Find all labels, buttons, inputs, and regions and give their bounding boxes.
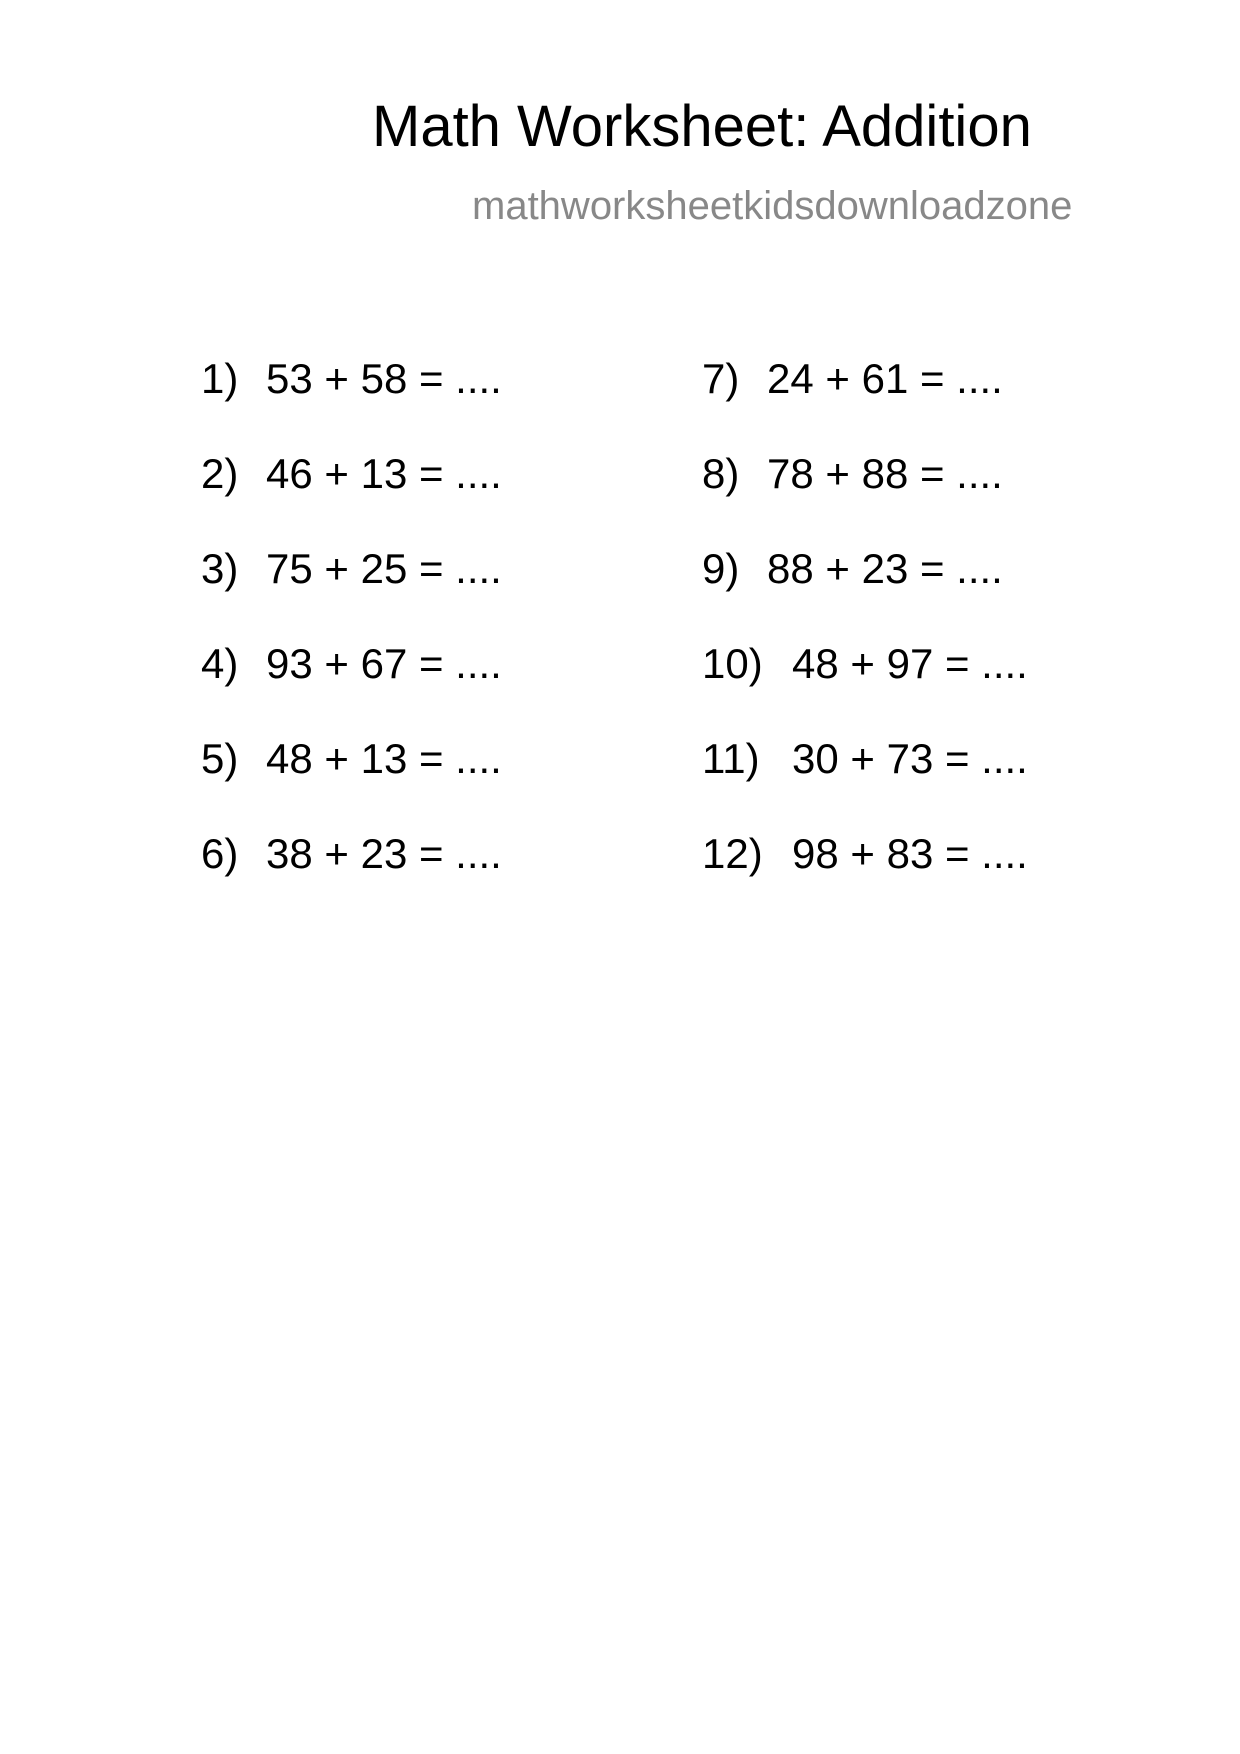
problem-number: 4) bbox=[201, 640, 239, 687]
problem-expression: 53 + 58 = .... bbox=[266, 355, 502, 402]
problem-number: 1) bbox=[201, 355, 239, 402]
problem-4 bbox=[201, 640, 502, 687]
problem-expression: 24 + 61 = .... bbox=[767, 355, 1003, 402]
problem-number: 5) bbox=[201, 735, 239, 782]
problem-expression: 93 + 67 = .... bbox=[266, 640, 502, 687]
problem-expression: 78 + 88 = .... bbox=[767, 450, 1003, 497]
problem-5 bbox=[201, 735, 502, 782]
problem-12 bbox=[702, 830, 1028, 877]
site-watermark: mathworksheetkidsdownloadzone bbox=[472, 184, 1073, 228]
problem-number: 6) bbox=[201, 830, 239, 877]
problem-7 bbox=[702, 355, 1003, 402]
problem-expression: 75 + 25 = .... bbox=[266, 545, 502, 592]
problem-number: 7) bbox=[702, 355, 740, 402]
problem-expression: 30 + 73 = .... bbox=[792, 735, 1028, 782]
problem-number: 10) bbox=[702, 640, 763, 687]
problem-number: 9) bbox=[702, 545, 740, 592]
problem-expression: 48 + 97 = .... bbox=[792, 640, 1028, 687]
problem-number: 8) bbox=[702, 450, 740, 497]
problem-expression: 48 + 13 = .... bbox=[266, 735, 502, 782]
problem-expression: 38 + 23 = .... bbox=[266, 830, 502, 877]
problem-10 bbox=[702, 640, 1028, 687]
problem-number: 11) bbox=[702, 735, 760, 782]
problem-9 bbox=[702, 545, 1003, 592]
problem-3 bbox=[201, 545, 502, 592]
problem-number: 3) bbox=[201, 545, 239, 592]
page-title: Math Worksheet: Addition bbox=[372, 94, 1032, 159]
problem-expression: 46 + 13 = .... bbox=[266, 450, 502, 497]
problem-1 bbox=[201, 355, 502, 402]
problem-expression: 98 + 83 = .... bbox=[792, 830, 1028, 877]
problem-number: 2) bbox=[201, 450, 239, 497]
problem-11 bbox=[702, 735, 1028, 782]
problem-8 bbox=[702, 450, 1003, 497]
problem-expression: 88 + 23 = .... bbox=[767, 545, 1003, 592]
problem-2 bbox=[201, 450, 502, 497]
problem-number: 12) bbox=[702, 830, 763, 877]
problem-6 bbox=[201, 830, 502, 877]
